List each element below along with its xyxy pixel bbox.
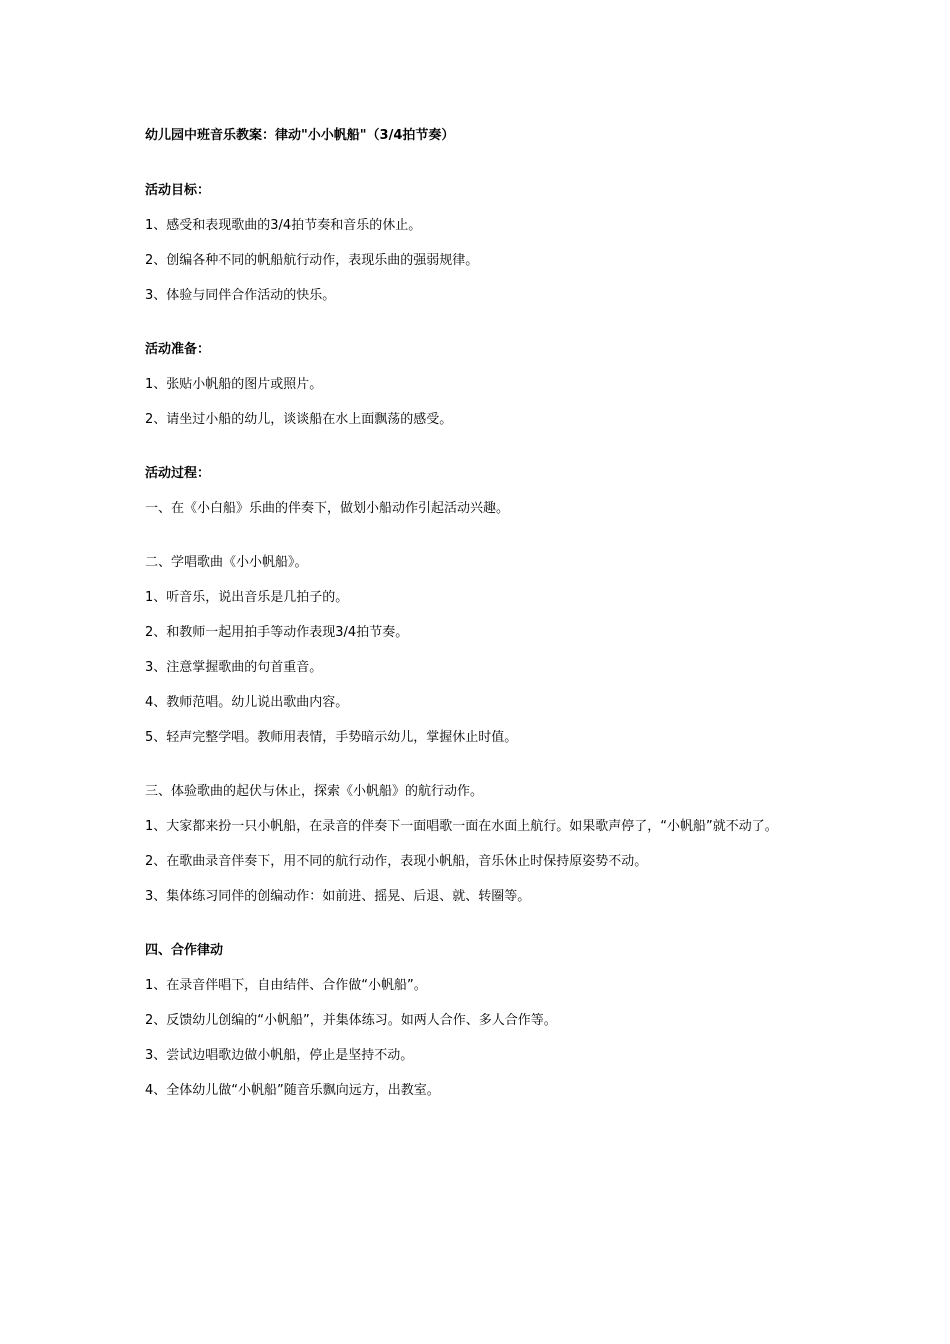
prep-heading: 活动准备： bbox=[145, 342, 211, 357]
process-step-3-heading: 三、体验歌曲的起伏与休止，探索《小帆船》的航行动作。 bbox=[145, 784, 484, 799]
step-3-item: 1、大家都来扮一只小帆船，在录音的伴奏下一面唱歌一面在水面上航行。如果歌声停了，“小帆船”就不动了。 bbox=[145, 819, 778, 834]
document-title: 幼儿园中班音乐教案：律动"小小帆船"（3/4拍节奏） bbox=[145, 128, 455, 143]
step-3-item: 2、在歌曲录音伴奏下，用不同的航行动作，表现小帆船，音乐休止时保持原姿势不动。 bbox=[145, 854, 648, 869]
step-4-item: 1、在录音伴唱下，自由结伴、合作做“小帆船”。 bbox=[145, 978, 427, 993]
goal-item: 2、创编各种不同的帆船航行动作，表现乐曲的强弱规律。 bbox=[145, 253, 479, 268]
process-step-2-heading: 二、学唱歌曲《小小帆船》。 bbox=[145, 555, 308, 570]
process-step-4-heading: 四、合作律动 bbox=[145, 943, 224, 958]
lesson-plan bbox=[145, 126, 815, 1101]
goals-heading: 活动目标： bbox=[145, 183, 211, 198]
step-3-item: 3、集体练习同伴的创编动作：如前进、摇晃、后退、就、转圈等。 bbox=[145, 889, 531, 904]
step-2-item: 2、和教师一起用拍手等动作表现3/4拍节奏。 bbox=[145, 625, 409, 640]
process-heading: 活动过程： bbox=[145, 466, 211, 481]
step-2-item: 1、听音乐，说出音乐是几拍子的。 bbox=[145, 590, 349, 605]
goal-item: 1、感受和表现歌曲的3/4拍节奏和音乐的休止。 bbox=[145, 218, 422, 233]
prep-item: 1、张贴小帆船的图片或照片。 bbox=[145, 377, 323, 392]
step-2-item: 4、教师范唱。幼儿说出歌曲内容。 bbox=[145, 695, 349, 710]
prep-item: 2、请坐过小船的幼儿，谈谈船在水上面飘荡的感受。 bbox=[145, 412, 453, 427]
step-4-item: 2、反馈幼儿创编的“小帆船”，并集体练习。如两人合作、多人合作等。 bbox=[145, 1013, 557, 1028]
step-2-item: 5、轻声完整学唱。教师用表情，手势暗示幼儿，掌握休止时值。 bbox=[145, 730, 518, 745]
step-4-item: 3、尝试边唱歌边做小帆船，停止是坚持不动。 bbox=[145, 1048, 414, 1063]
process-step-1: 一、在《小白船》乐曲的伴奏下，做划小船动作引起活动兴趣。 bbox=[145, 501, 510, 516]
step-2-item: 3、注意掌握歌曲的句首重音。 bbox=[145, 660, 323, 675]
goal-item: 3、体验与同伴合作活动的快乐。 bbox=[145, 288, 336, 303]
step-4-item: 4、全体幼儿做“小帆船”随音乐飘向远方，出教室。 bbox=[145, 1083, 440, 1098]
